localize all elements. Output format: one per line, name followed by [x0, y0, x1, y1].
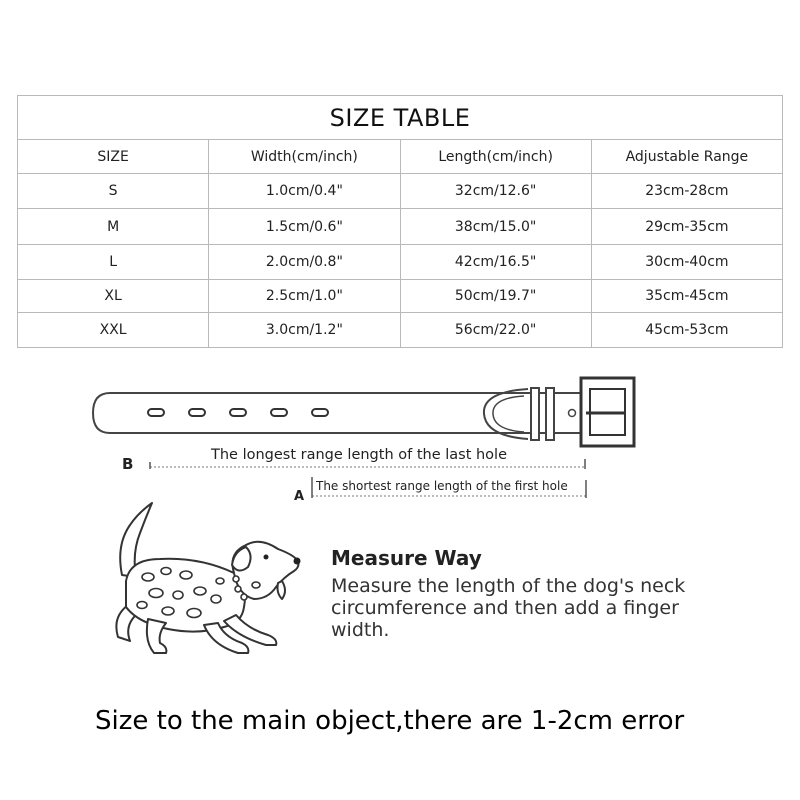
shortest-range-text: The shortest range length of the first hole — [316, 479, 568, 493]
measure-line: circumference and then add a finger — [331, 597, 679, 619]
header-adjustable-range: Adjustable Range — [591, 140, 782, 174]
length-cell: 56cm/22.0" — [400, 313, 591, 348]
collar-diagram — [0, 370, 800, 510]
measure-line: Measure the length of the dog's neck — [331, 575, 686, 597]
measure-way-text — [331, 575, 751, 641]
range-cell: 30cm-40cm — [591, 245, 782, 280]
size-table — [17, 95, 783, 348]
range-cell: 45cm-53cm — [591, 313, 782, 348]
label-a: A — [294, 489, 305, 504]
length-cell: 38cm/15.0" — [400, 209, 591, 245]
table-row — [18, 280, 783, 313]
range-cell: 23cm-28cm — [591, 174, 782, 209]
table-row — [18, 174, 783, 209]
size-cell: XXL — [18, 313, 209, 348]
measure-line: width. — [331, 619, 390, 641]
collar-strap-icon — [93, 393, 585, 433]
length-cell: 32cm/12.6" — [400, 174, 591, 209]
table-row — [18, 209, 783, 245]
table-row — [18, 245, 783, 280]
size-cell: XL — [18, 280, 209, 313]
width-cell: 1.0cm/0.4" — [209, 174, 400, 209]
width-cell: 1.5cm/0.6" — [209, 209, 400, 245]
label-b: B — [122, 455, 134, 473]
range-cell: 35cm-45cm — [591, 280, 782, 313]
header-length: Length(cm/inch) — [400, 140, 591, 174]
length-cell: 50cm/19.7" — [400, 280, 591, 313]
length-cell: 42cm/16.5" — [400, 245, 591, 280]
error-note: Size to the main object,there are 1-2cm error — [95, 706, 685, 736]
header-size: SIZE — [18, 140, 209, 174]
width-cell: 2.5cm/1.0" — [209, 280, 400, 313]
size-cell: M — [18, 209, 209, 245]
size-cell: S — [18, 174, 209, 209]
table-row — [18, 313, 783, 348]
width-cell: 3.0cm/1.2" — [209, 313, 400, 348]
width-cell: 2.0cm/0.8" — [209, 245, 400, 280]
measure-way-title: Measure Way — [331, 546, 482, 570]
measure-way-section — [331, 546, 751, 641]
table-title: SIZE TABLE — [18, 96, 783, 140]
longest-range-text: The longest range length of the last hole — [211, 447, 508, 463]
dalmatian-dog-icon — [108, 495, 308, 665]
size-cell: L — [18, 245, 209, 280]
keeper-icon — [531, 388, 539, 440]
range-cell: 29cm-35cm — [591, 209, 782, 245]
table-header-row — [18, 140, 783, 174]
header-width: Width(cm/inch) — [209, 140, 400, 174]
collar-svg — [0, 370, 800, 510]
